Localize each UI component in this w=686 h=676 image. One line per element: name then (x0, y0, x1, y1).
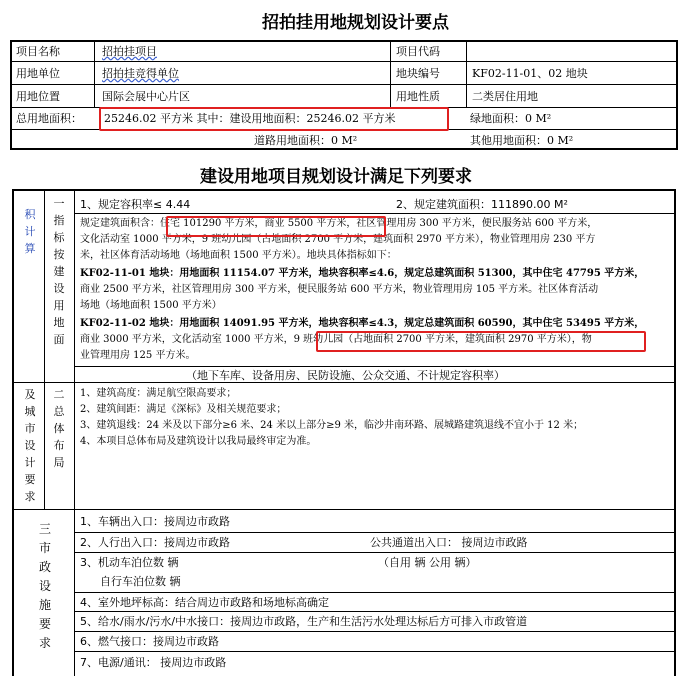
para-line-7: KF02-11-02 地块：用地面积 14091.95 平方米，地块容积率≤4.3，规定总建筑面积 60590，其中住宅 53495 平方米， (80, 318, 645, 329)
section2-side-label: 及城市设计要求 (24, 388, 36, 503)
far-requirement: 1、规定容积率≤ 4.44 (80, 198, 191, 211)
para-line-5: 商业 2500 平方米，社区管理用房 300 平方米，便民服务站 600 平方米，物业管理用房 105 平方米。社区体育活动 (80, 284, 599, 295)
parking-note: （自用 辆 公用 辆） (378, 556, 477, 569)
section1-note: （地下车库、设备用房、民防设施、公众交通、不计规定容积率） (186, 369, 505, 382)
land-unit-label: 用地单位 (16, 67, 60, 80)
land-unit-value: 招拍挂竞得单位 (102, 67, 179, 80)
parcel-no-value: KF02-11-01、02 地块 (472, 67, 588, 80)
section2-item-2: 2、建筑间距：满足《深标》及相关规范要求； (80, 404, 287, 415)
public-passage: 公共通道出入口： 接周边市政路 (370, 536, 528, 549)
para-line-9: 业管理用房 125 平方米。 (80, 350, 196, 361)
project-name-value: 招拍挂项目 (102, 45, 157, 58)
section1-label: 一指标按建设用地面 (53, 197, 65, 346)
para-line-1: 规定建筑面积含：住宅 101290 平方米，商业 5500 平方米，社区管理用房 300 平方米，便民服务站 600 平方米， (80, 218, 598, 229)
para-line-6: 场地（场地面积 1500 平方米） (80, 300, 222, 311)
nature-label: 用地性质 (396, 90, 440, 103)
section3-item-4: 4、室外地坪标高：结合周边市政路和场地标高确定 (80, 596, 329, 609)
section2-item-3: 3、建筑退线：24 米及以下部分≥6 米、24 米以上部分≥9 米，临沙井南环路、展城路建筑退线不宜小于 12 米； (80, 420, 584, 431)
total-building-area: 2、规定建筑面积：111890.00 M² (396, 198, 568, 211)
location-label: 用地位置 (16, 90, 60, 103)
section1-side-label: 积计算 (24, 208, 36, 255)
para-line-3: 米，社区体育活动场地（场地面积 1500 平方米）。地块具体指标如下： (80, 250, 397, 261)
section3-label: 三市政设施要求 (38, 522, 51, 650)
project-name-label: 项目名称 (16, 45, 60, 58)
section3-item-6: 6、燃气接口：接周边市政路 (80, 635, 219, 648)
parcel-no-label: 地块编号 (396, 67, 440, 80)
road-area: 道路用地面积：0 M² (254, 134, 358, 147)
green-area: 绿地面积：0 M² (470, 112, 552, 125)
section2-item-4: 4、本项目总体布局及建筑设计以我局最终审定为准。 (80, 436, 317, 447)
para-line-2: 文化活动室 1000 平方米，9 班幼儿园（占地面积 2700 平方米，建筑面积 2970 平方米），物业管理用房 230 平方 (80, 234, 596, 245)
requirements-title: 建设用地项目规划设计满足下列要求 (200, 167, 472, 187)
para-line-4: KF02-11-01 地块：用地面积 11154.07 平方米，地块容积率≤4.6，规定总建筑面积 51300，其中住宅 47795 平方米， (80, 268, 645, 279)
section3-item-3: 3、机动车泊位数 辆 (80, 556, 179, 569)
section3-item-1: 1、车辆出入口：接周边市政路 (80, 515, 230, 528)
doc-title: 招拍挂用地规划设计要点 (262, 13, 449, 33)
section3-item-2: 2、人行出入口：接周边市政路 (80, 536, 230, 549)
total-area-value: 25246.02 平方米 其中：建设用地面积：25246.02 平方米 (104, 112, 396, 125)
nature-value: 二类居住用地 (472, 90, 538, 103)
other-area: 其他用地面积：0 M² (470, 134, 574, 147)
section2-item-1: 1、建筑高度：满足航空限高要求； (80, 388, 237, 399)
section2-label: 二总体布局 (53, 388, 65, 469)
section3-item-7: 7、电源/通讯： 接周边市政路 (80, 656, 227, 669)
section3-bike-parking: 自行车泊位数 辆 (100, 575, 181, 588)
total-area-label: 总用地面积： (16, 112, 82, 125)
project-code-label: 项目代码 (396, 45, 440, 58)
para-line-8: 商业 3000 平方米，文化活动室 1000 平方米，9 班幼儿园（占地面积 2700 平方米，建筑面积 2970 平方米），物 (80, 334, 592, 345)
location-value: 国际会展中心片区 (102, 90, 190, 103)
section3-item-5: 5、给水/雨水/污水/中水接口：接周边市政路，生产和生活污水处理达标后方可排入市政管道 (80, 615, 528, 628)
